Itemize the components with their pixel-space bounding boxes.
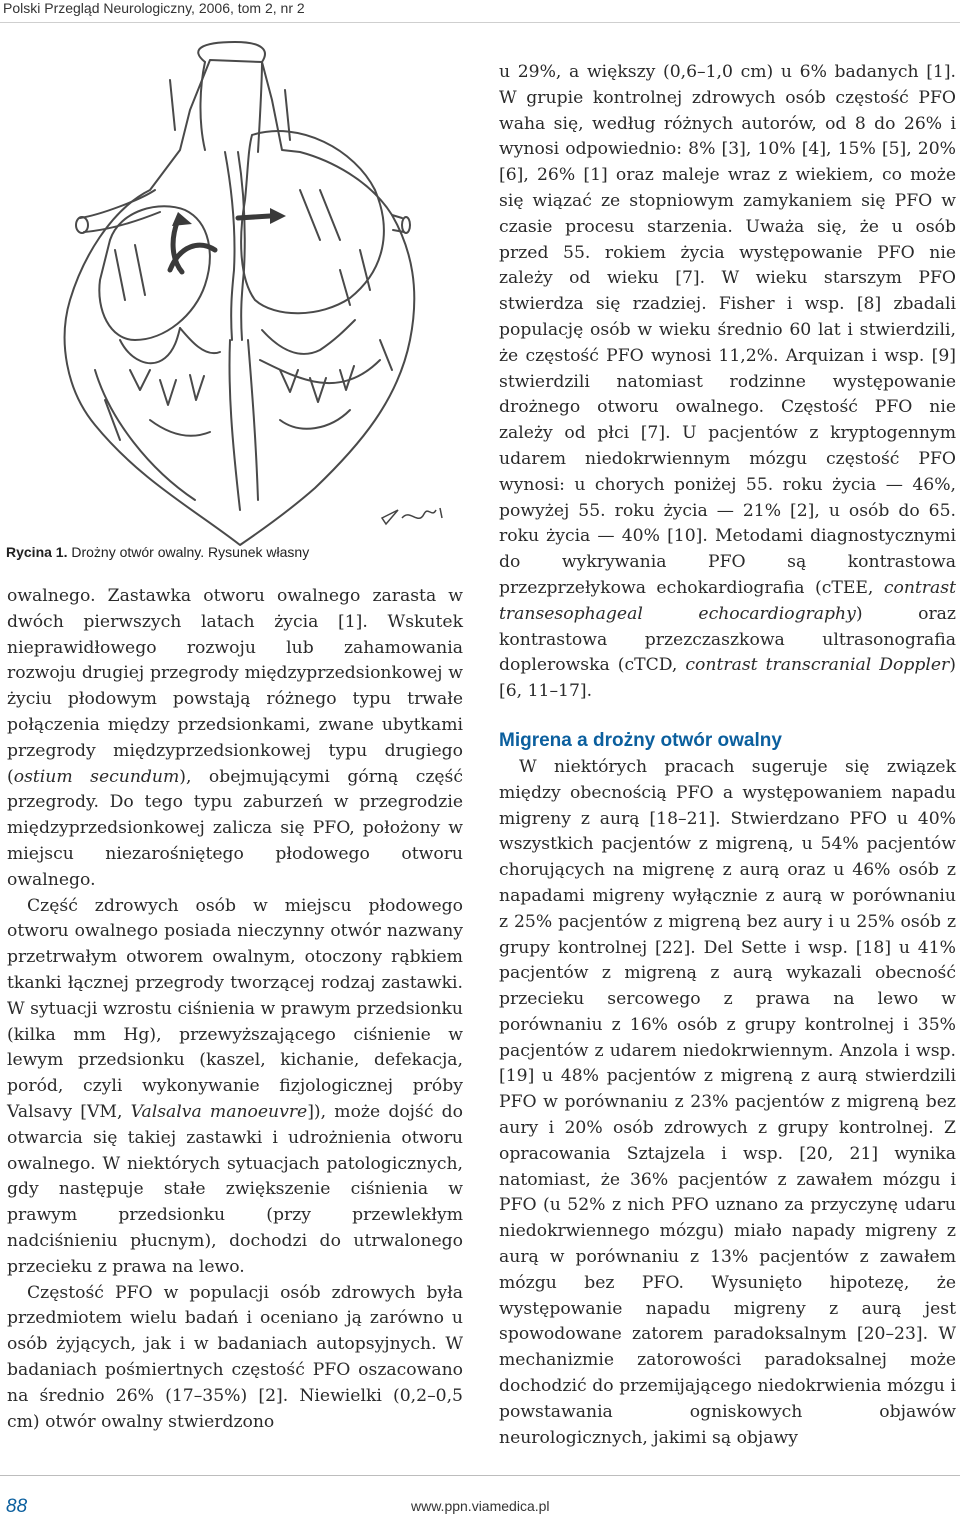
heart-outline [65, 42, 415, 545]
footer-rule [0, 1475, 960, 1476]
caption-text: Drożny otwór owalny. Rysunek własny [67, 544, 310, 560]
heart-illustration [0, 40, 480, 570]
figure-caption [6, 544, 309, 560]
journal-header: Polski Przegląd Neurologiczny, 2006, tom 2, nr 2 [3, 0, 305, 16]
left-column [7, 584, 463, 1435]
paragraph: Część zdrowych osób w miejscu płodowego otworu owalnego posiada nieczynny otwór nazwany przetrwałym otworem owalnym, otoczony rąbkiem tkanki łącznej przegrody tworzącej rodzaj zastawki. W sytuacji wzrostu ciśnienia w prawym przedsionku (kilka mm Hg), przewyższającego ciśnienie w lewym przedsionku (kaszel, kichanie, defekacja, poród, czyli wykonywanie fizjologicznej próby Valsavy [VM, Valsalva manoeuvre]), może dojść do otwarcia się takiej zastawki i udrożnienia otworu owalnego. W niektórych sytuacjach patologicznych, gdy następuje stałe zwiększenie ciśnienia w prawym przedsionku (przy przewlekłym nadciśnieniu płucnym), dochodzi do utrwalonego przecieku z prawa na lewo. [7, 895, 463, 1277]
page-number: 88 [6, 1496, 28, 1517]
right-column [499, 60, 956, 1451]
footer-url[interactable]: www.ppn.viamedica.pl [411, 1498, 550, 1514]
artist-signature [382, 508, 442, 524]
paragraph: Częstość PFO w populacji osób zdrowych była przedmiotem wielu badań i oceniano ją zarówno u osób żyjących, jak i w badaniach autopsyjnych. W badaniach pośmiertnych częstość PFO oszacowano na średnio 26% (17–35%) [2]. Niewielki (0,2–0,5 cm) otwór owalny stwierdzono [7, 1282, 463, 1432]
caption-label: Rycina 1. [6, 544, 68, 560]
paragraph: u 29%, a większy (0,6–1,0 cm) u 6% badanych [1]. W grupie kontrolnej zdrowych osób częstość PFO waha się, według różnych autorów, od 8 do 26% i wynosi odpowiednio: 8% [3], 10% [4], 15% [5], 20% [6], 26% [1] oraz maleje wraz z wiekiem, co może się wiązać ze stopniowym zamykaniem się PFO w czasie procesu starzenia. Uważa się, że u osób przed 55. rokiem życia występowanie PFO nie zależy od wieku [7]. W wieku starszym PFO stwierdza się rzadziej. Fisher i wsp. [8] zbadali populację osób w wieku średnio 60 lat i stwierdzili, że częstość PFO wynosi 11,2%. Arquizan i wsp. [9] stwierdzili natomiast rodzinne występowanie drożnego otworu owalnego. Częstość PFO nie zależy od płci [7]. U pacjentów z kryptogennym udarem niedokrwiennym mózgu częstość PFO wynosi: u chorych poniżej 55. roku życia — 46%, powyżej 55. roku życia — 21% [2], u osób do 65. roku życia — 40% [10]. Metodami diagnostycznymi do wykrywania PFO są kontrastowa przezprzełykowa echokardiografia (cTEE, contrast transesophageal echocardiography) oraz kontrastowa przezczaszkowa ultrasonografia doplerowska (cTCD, contrast transcranial Doppler) [6, 11–17]. [499, 62, 956, 702]
section-heading: Migrena a drożny otwór owalny [499, 729, 782, 751]
paragraph: owalnego. Zastawka otworu owalnego zarasta w dwóch pierwszych latach życia [1]. Wskutek nieprawidłowego rozwoju lub zahamowania rozwoju drugiej przegrody międzyprzedsionkowej w życiu płodowym powstają różnego typu trwałe połączenia między przedsionkami, zwane ubytkami przegrody międzyprzedsionkowej typu drugiego (ostium secundum), obejmującymi górną część przegrody. Do tego typu zaburzeń w przegrodzie międzyprzedsionkowej zalicza się PFO, położony w miejscu niezarośniętego płodowego otworu owalnego. [7, 586, 464, 890]
paragraph: W niektórych pracach sugeruje się związek między obecnością PFO a występowaniem napadu migreny z aurą [18–21]. Stwierdzano PFO u 40% wszystkich pacjentów z migreną, u 54% pacjentów chorujących na migrenę z aurą oraz u 46% osób z napadami migreny wyłącznie z aurą w porównaniu z 25% pacjentów z migreną bez aury i u 25% osób z grupy kontrolnej [22]. Del Sette i wsp. [18] u 41% pacjentów z migreną z aurą wykazali obecność przecieku sercowego z prawa na lewo w porównaniu z 16% osób z grupy kontrolnej i 35% pacjentów z udarem niedokrwiennym. Anzola i wsp. [19] u 48% pacjentów z migreną z aurą stwierdzili PFO w porównaniu z 23% pacjentów z migreną bez aury i 20% osób zdrowych z grupy kontrolnej. Z opracowania Sztajzela i wsp. [20, 21] wynika natomiast, że 36% pacjentów z zawałem mózgu i PFO (u 52% z nich PFO uznano za przyczynę udaru niedokrwiennego mózgu) miało napady migreny z aurą w porównaniu z 13% pacjentów z zawałem mózgu bez PFO. Wysunięto hipotezę, że występowanie napadu migreny z aurą jest spowodowane zatorem paradoksalnym [20–23]. W mechanizmie zatorowości paradoksalnej może dochodzić do przemijającego niedokrwienia mózgu i powstawania ogniskowych objawów neurologicznych, jakimi są objawy [499, 756, 956, 1448]
